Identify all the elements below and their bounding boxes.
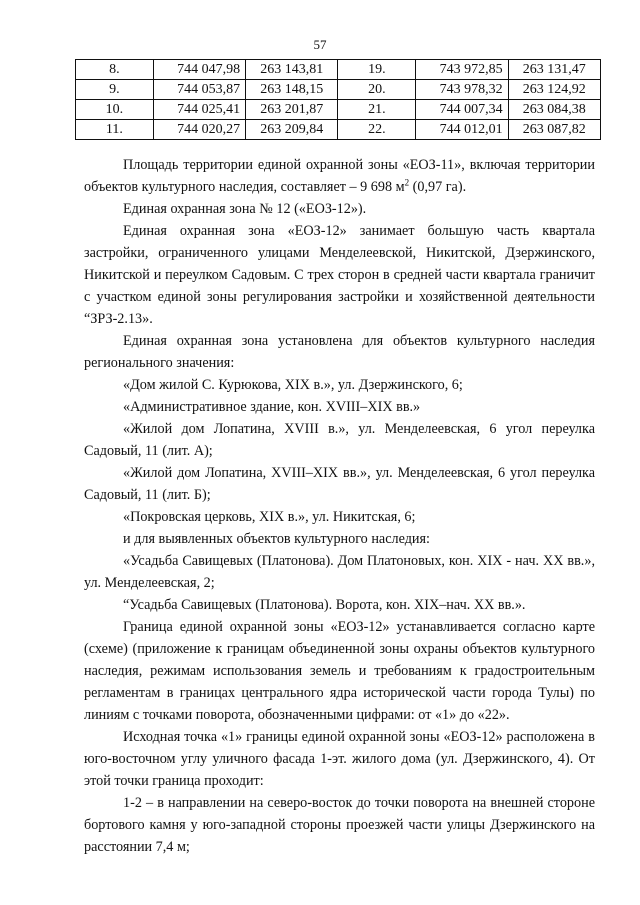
paragraph: Единая охранная зона «ЕОЗ-12» занимает большую часть квартала застройки, ограниченного улицами Менделеевской, Никитской, Дзержинского, Никитской и переулком Садовым. С трех сторон в средней части квартала граничит с участком единой зоны регулирования застройки и хозяйственной деятельности “ЗРЗ-2.13». [84, 223, 595, 327]
paragraph: Единая охранная зона установлена для объектов культурного наследия регионального значения: [84, 333, 595, 371]
list-item: «Покровская церковь, XIX в.», ул. Никитская, 6; [123, 509, 416, 525]
table-cell: 744 007,34 [416, 100, 508, 120]
table-cell: 263 087,82 [508, 120, 600, 140]
table-cell: 22. [338, 120, 416, 140]
list-item: “Усадьба Савищевых (Платонова). Ворота, кон. XIX–нач. XX вв.». [123, 597, 526, 613]
table-cell: 744 020,27 [153, 120, 245, 140]
table-cell: 8. [76, 60, 154, 80]
paragraph-area-eoz11 [84, 154, 595, 198]
table-cell: 744 025,41 [153, 100, 245, 120]
table-cell: 11. [76, 120, 154, 140]
table-cell: 21. [338, 100, 416, 120]
table-row [76, 100, 601, 120]
area-text-end: (0,97 га). [409, 179, 467, 195]
table-cell: 263 131,47 [508, 60, 600, 80]
list-item: «Административное здание, кон. XVIII–XIX вв.» [123, 399, 421, 415]
coordinates-table [75, 59, 601, 140]
table-row [76, 60, 601, 80]
page-number: 57 [313, 37, 327, 52]
table-cell: 744 012,01 [416, 120, 508, 140]
area-text: Площадь территории единой охранной зоны «ЕОЗ-11», включая территории объектов культурного наследия, составляет – 9 698 м [84, 157, 595, 195]
section-heading-eoz12: Единая охранная зона № 12 («ЕОЗ-12»). [123, 201, 367, 217]
table-cell: 744 053,87 [153, 80, 245, 100]
table-cell: 263 143,81 [246, 60, 338, 80]
table-cell: 19. [338, 60, 416, 80]
area-unit-superscript: 2 [404, 177, 410, 188]
paragraph: Исходная точка «1» границы единой охранной зоны «ЕОЗ-12» расположена в юго-восточном углу уличного фасада 1-эт. жилого дома (ул. Дзержинского, 4). От этой точки граница проходит: [84, 729, 595, 789]
table-cell: 263 209,84 [246, 120, 338, 140]
list-item: «Усадьба Савищевых (Платонова). Дом Платоновых, кон. XIX - нач. XX вв.», ул. Менделеевская, 2; [84, 553, 595, 591]
table-cell: 743 972,85 [416, 60, 508, 80]
list-item: «Дом жилой С. Курюкова, XIX в.», ул. Дзержинского, 6; [123, 377, 463, 393]
paragraph: и для выявленных объектов культурного наследия: [123, 531, 430, 547]
paragraph: 1-2 – в направлении на северо-восток до точки поворота на внешней стороне бортового камня у юго-западной стороны проезжей части улицы Дзержинского на расстоянии 7,4 м; [84, 795, 595, 855]
table-row [76, 80, 601, 100]
table-cell: 263 084,38 [508, 100, 600, 120]
table-cell: 744 047,98 [153, 60, 245, 80]
table-cell: 263 124,92 [508, 80, 600, 100]
table-cell: 9. [76, 80, 154, 100]
list-item: «Жилой дом Лопатина, XVIII–XIX вв.», ул. Менделеевская, 6 угол переулка Садовый, 11 (лит. Б); [84, 465, 595, 503]
table-cell: 263 148,15 [246, 80, 338, 100]
table-cell: 20. [338, 80, 416, 100]
list-item: «Жилой дом Лопатина, XVIII в.», ул. Менделеевская, 6 угол переулка Садовый, 11 (лит. А); [84, 421, 595, 459]
table-cell: 263 201,87 [246, 100, 338, 120]
table-cell: 10. [76, 100, 154, 120]
table-cell: 743 978,32 [416, 80, 508, 100]
paragraph: Граница единой охранной зоны «ЕОЗ-12» устанавливается согласно карте (схеме) (приложение к границам объединенной зоны охраны объектов культурного наследия, режимам использования земель и требованиям к градостроительным регламентам в границах центрального ядра исторической части города Тулы) по линиям с точками поворота, обозначенными цифрами: от «1» до «22». [84, 619, 595, 723]
document-body [84, 154, 595, 858]
table-row [76, 120, 601, 140]
